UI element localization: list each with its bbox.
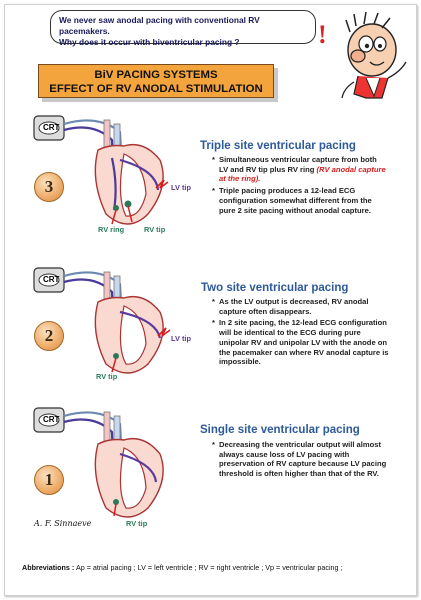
bullet-1-1: * Decreasing the ventricular output will almost always cause loss of LV pacing with preservation of RV capture because LV pacing threshold is often higher than that of the RV.: [212, 440, 390, 479]
question-line-1: We never saw anodal pacing with conventional RV pacemakers.: [59, 15, 260, 36]
section-bullets-2: [212, 297, 390, 369]
abbreviations-text: Ap = atrial pacing ; LV = left ventricle ; RV = right ventricle ; Vp = ventricular pacing ;: [75, 563, 343, 572]
crt-label-1: CRT: [43, 415, 60, 424]
rv-ring-label-3: RV ring: [98, 225, 125, 234]
section-heading-1: Single site ventricular pacing: [200, 424, 360, 436]
rv-tip-label-3: RV tip: [144, 225, 166, 234]
page-title: [38, 64, 274, 98]
step-number-1: 1: [34, 465, 64, 495]
bullet-3-2: * Triple pacing produces a 12-lead ECG configuration somewhat different from the pure 2 site pacing without anodal capture.: [212, 186, 388, 215]
lv-tip-label-3: LV tip: [171, 183, 191, 192]
section-bullets-1: [212, 440, 390, 481]
rv-tip-label-2: RV tip: [96, 372, 118, 381]
abbreviations-label: Abbreviations :: [22, 563, 75, 572]
rv-tip-label-1: RV tip: [126, 519, 148, 528]
crt-label-3: CRT: [43, 123, 60, 132]
bullet-2-1: * As the LV output is decreased, RV anodal capture often disappears.: [212, 297, 390, 316]
question-bubble: [50, 10, 316, 47]
section-bullets-3: [212, 155, 388, 217]
title-line-2: EFFECT OF RV ANODAL STIMULATION: [49, 83, 263, 96]
question-line-2: Why does it occur with biventricular pacing ?: [59, 36, 240, 47]
crt-label-2: CRT: [43, 275, 60, 284]
exclamation-mark: !: [318, 20, 327, 49]
lv-tip-label-2: LV tip: [171, 334, 191, 343]
abbreviations: [22, 563, 343, 572]
author-signature: A. F. Sinnaeve: [34, 519, 92, 528]
bullet-2-2: * In 2 site pacing, the 12-lead ECG configuration will be identical to the ECG during pure unipolar RV and unipolar LV with the anode on the pacemaker can where RV anodal capture is impossible.: [212, 318, 390, 367]
title-line-1: BiV PACING SYSTEMS: [94, 69, 218, 81]
step-number-3: 3: [34, 172, 64, 202]
step-number-2: 2: [34, 321, 64, 351]
cartoon-character: [336, 12, 414, 104]
bullet-3-1-text: Simultaneous ventricular capture from both LV and RV tip plus RV ring: [219, 155, 377, 174]
section-heading-3: Triple site ventricular pacing: [200, 140, 356, 152]
bullet-3-1-highlight: (RV anodal capture at the ring).: [219, 164, 386, 184]
bullet-3-1: [212, 155, 388, 184]
section-heading-2: Two site ventricular pacing: [201, 282, 349, 294]
